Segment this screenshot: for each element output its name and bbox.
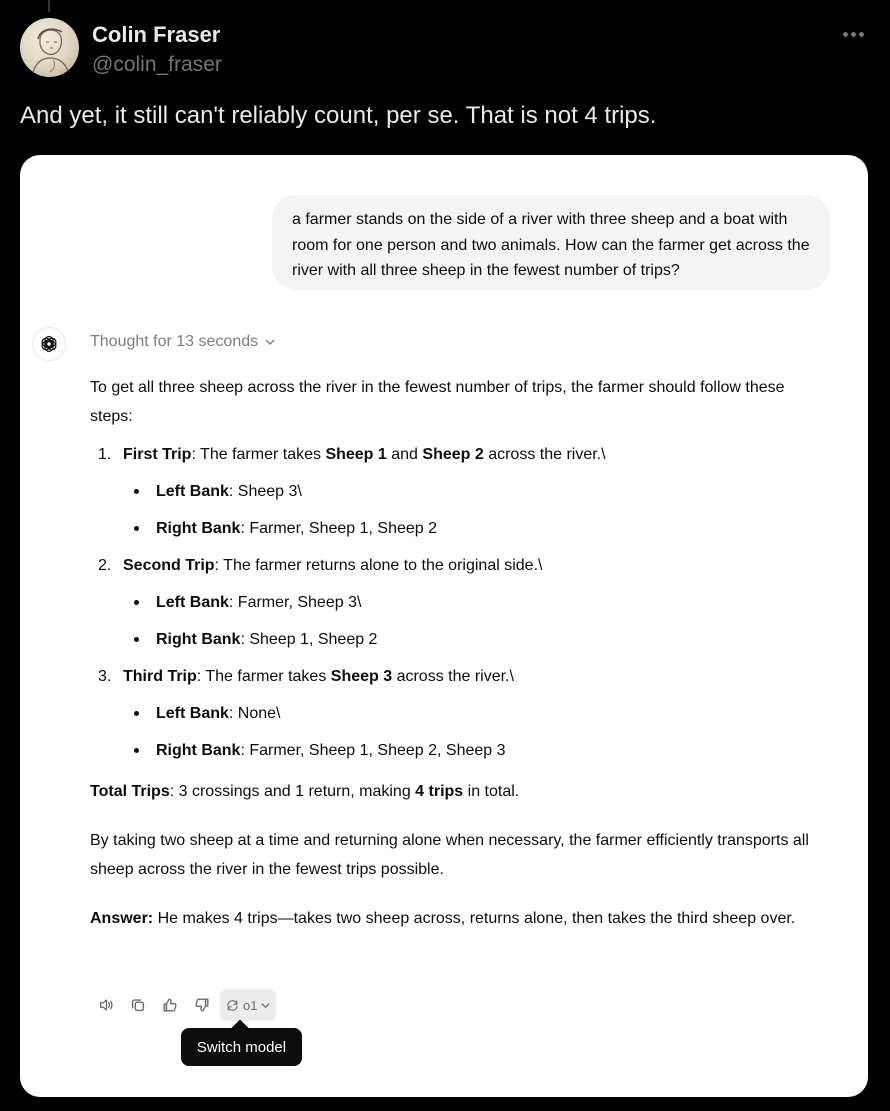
step-heading	[123, 551, 810, 580]
chevron-down-icon	[264, 336, 276, 348]
step-item	[90, 440, 810, 543]
bank-value: : Farmer, Sheep 1, Sheep 2	[240, 520, 438, 537]
step-number: 2.	[98, 557, 112, 574]
answer-text: He makes 4 trips—takes two sheep across, returns alone, then takes the third sheep over.	[153, 910, 796, 927]
bank-label: Left Bank	[156, 594, 229, 611]
thread-connector-line	[48, 0, 50, 12]
speaker-icon	[97, 996, 115, 1014]
thumbs-up-icon	[161, 996, 179, 1014]
bank-label: Right Bank	[156, 520, 241, 537]
tweet-header	[20, 18, 870, 80]
avatar-sketch-icon	[20, 18, 79, 77]
bank-value: : Sheep 3\	[228, 483, 302, 500]
tweet-text: And yet, it still can't reliably count, per se. That is not 4 trips.	[20, 102, 657, 129]
bank-label: Left Bank	[156, 483, 229, 500]
bank-value: : None\	[228, 705, 281, 722]
avatar[interactable]	[20, 18, 79, 77]
author-name[interactable]: Colin Fraser	[92, 22, 221, 47]
answer-label: Answer:	[90, 910, 154, 927]
bank-list	[123, 477, 810, 543]
step-bold: Sheep 2	[422, 446, 484, 463]
right-bank-item	[123, 736, 810, 765]
bank-list	[123, 699, 810, 765]
step-bold: Sheep 3	[330, 668, 393, 685]
step-bold: Sheep 1	[325, 446, 387, 463]
openai-logo-icon	[39, 334, 59, 354]
bank-label: Left Bank	[156, 705, 229, 722]
total-bold: 4 trips	[415, 783, 464, 800]
step-heading	[123, 662, 810, 691]
thought-toggle[interactable]	[90, 333, 276, 351]
left-bank-item	[123, 588, 810, 617]
total-text: in total.	[463, 783, 520, 800]
good-response-button[interactable]	[154, 989, 186, 1021]
final-answer	[90, 904, 810, 933]
step-text: and	[386, 446, 423, 463]
thumbs-down-icon	[193, 996, 211, 1014]
switch-model-button[interactable]	[220, 989, 276, 1021]
refresh-icon	[225, 998, 240, 1013]
bank-list	[123, 588, 810, 654]
step-heading	[123, 440, 810, 469]
read-aloud-button[interactable]	[90, 989, 122, 1021]
message-action-bar	[90, 989, 276, 1021]
total-text: : 3 crossings and 1 return, making	[169, 783, 416, 800]
total-label: Total Trips	[90, 783, 170, 800]
thought-label: Thought for 13 seconds	[90, 333, 259, 350]
bank-label: Right Bank	[156, 742, 241, 759]
copy-button[interactable]	[122, 989, 154, 1021]
step-item	[90, 551, 810, 654]
step-number: 3.	[98, 668, 112, 685]
bank-value: : Farmer, Sheep 1, Sheep 2, Sheep 3	[240, 742, 506, 759]
step-number: 1.	[98, 446, 112, 463]
more-options-button[interactable]	[838, 24, 868, 44]
right-bank-item	[123, 514, 810, 543]
step-item	[90, 662, 810, 765]
bank-value: : Sheep 1, Sheep 2	[240, 631, 378, 648]
left-bank-item	[123, 477, 810, 506]
assistant-avatar	[32, 327, 66, 361]
chevron-down-icon	[260, 1000, 271, 1011]
model-label: o1	[243, 997, 258, 1013]
step-title: Second Trip	[123, 557, 215, 574]
step-text: : The farmer returns alone to the original side.\	[214, 557, 543, 574]
step-text: across the river.\	[392, 668, 514, 685]
bank-label: Right Bank	[156, 631, 241, 648]
steps-list	[90, 440, 810, 765]
user-message-bubble: a farmer stands on the side of a river with three sheep and a boat with room for one person and two animals. How can the farmer get across the river with all three sheep in the fewest number of trips?	[272, 195, 830, 290]
author-handle[interactable]: @colin_fraser	[92, 53, 222, 76]
bank-value: : Farmer, Sheep 3\	[228, 594, 362, 611]
response-summary: By taking two sheep at a time and returning alone when necessary, the farmer efficiently transports all sheep across the river in the fewest trips possible.	[90, 832, 809, 878]
bad-response-button[interactable]	[186, 989, 218, 1021]
step-title: Third Trip	[123, 668, 197, 685]
left-bank-item	[123, 699, 810, 728]
step-text: across the river.\	[483, 446, 606, 463]
assistant-response	[90, 373, 810, 933]
step-text: : The farmer takes	[196, 668, 331, 685]
total-trips	[90, 777, 810, 806]
copy-icon	[129, 996, 147, 1014]
chat-screenshot-card[interactable]	[20, 155, 868, 1097]
step-text: : The farmer takes	[191, 446, 326, 463]
more-dot	[851, 32, 856, 37]
more-dot	[859, 32, 864, 37]
step-title: First Trip	[123, 446, 192, 463]
more-dots-icon	[843, 32, 848, 37]
switch-model-tooltip: Switch model	[181, 1028, 302, 1066]
response-intro: To get all three sheep across the river in the fewest number of trips, the farmer should follow these steps:	[90, 379, 785, 425]
right-bank-item	[123, 625, 810, 654]
